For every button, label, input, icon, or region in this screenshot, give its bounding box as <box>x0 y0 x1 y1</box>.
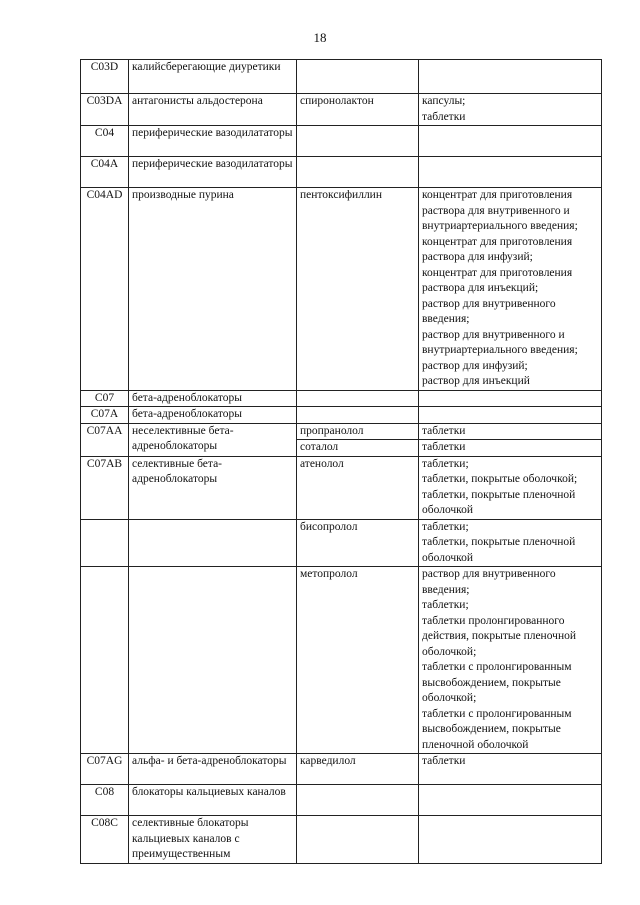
dosage-form <box>419 60 602 94</box>
atc-code: C04AD <box>81 188 129 391</box>
table-row <box>81 60 602 94</box>
atc-code: C08 <box>81 785 129 816</box>
table-row <box>81 407 602 424</box>
table-row <box>81 519 602 567</box>
table-row <box>81 456 602 519</box>
group-name: неселективные бета-адреноблокаторы <box>129 423 297 456</box>
dosage-form: таблетки <box>419 423 602 440</box>
table-row <box>81 567 602 754</box>
dosage-form: капсулы; таблетки <box>419 94 602 126</box>
page-number: 18 <box>313 30 327 45</box>
group-name: антагонисты альдостерона <box>129 94 297 126</box>
atc-code: C07AG <box>81 754 129 785</box>
atc-code <box>81 567 129 754</box>
atc-code: C07AB <box>81 456 129 519</box>
atc-code: C03D <box>81 60 129 94</box>
group-name: периферические вазодилататоры <box>129 157 297 188</box>
dosage-form: таблетки; таблетки, покрытые пленочной оболочкой <box>419 519 602 567</box>
drug-name: бисопролол <box>297 519 419 567</box>
dosage-form: концентрат для приготовления раствора для внутривенного и внутриартериального введения; концентрат для приготовления раствора для инфузий; концентрат для приготовления раствора для инъекций; раствор для внутривенного введения; раствор для внутривенного и внутриартериального введения; раствор для инфузий; раствор для инъекций <box>419 188 602 391</box>
table-row <box>81 157 602 188</box>
group-name: бета-адреноблокаторы <box>129 407 297 424</box>
group-name: селективные блокаторы кальциевых каналов с преимущественным <box>129 816 297 864</box>
atc-code: C07AA <box>81 423 129 456</box>
atc-code: C07A <box>81 407 129 424</box>
table-row <box>81 94 602 126</box>
atc-code: C04 <box>81 126 129 157</box>
table-row <box>81 126 602 157</box>
drug-name <box>297 816 419 864</box>
group-name: бета-адреноблокаторы <box>129 390 297 407</box>
dosage-form <box>419 785 602 816</box>
table-row <box>81 390 602 407</box>
drug-name <box>297 126 419 157</box>
atc-code <box>81 519 129 567</box>
group-name: селективные бета-адреноблокаторы <box>129 456 297 519</box>
dosage-form <box>419 126 602 157</box>
group-name: блокаторы кальциевых каналов <box>129 785 297 816</box>
group-name: альфа- и бета-адреноблокаторы <box>129 754 297 785</box>
dosage-form <box>419 390 602 407</box>
atc-code: C03DA <box>81 94 129 126</box>
table-row <box>81 188 602 391</box>
drug-name <box>297 785 419 816</box>
drug-classification-table <box>80 59 602 864</box>
table-row <box>81 423 602 440</box>
group-name <box>129 567 297 754</box>
drug-name: пентоксифиллин <box>297 188 419 391</box>
dosage-form: таблетки <box>419 440 602 457</box>
group-name <box>129 519 297 567</box>
drug-name: соталол <box>297 440 419 457</box>
atc-code: C07 <box>81 390 129 407</box>
drug-name: атенолол <box>297 456 419 519</box>
dosage-form: таблетки <box>419 754 602 785</box>
table-row <box>81 754 602 785</box>
dosage-form <box>419 407 602 424</box>
dosage-form <box>419 816 602 864</box>
atc-code: C04A <box>81 157 129 188</box>
drug-name: карведилол <box>297 754 419 785</box>
dosage-form: раствор для внутривенного введения; таблетки; таблетки пролонгированного действия, покрытые пленочной оболочкой; таблетки с пролонгированным высвобождением, покрытые оболочкой; таблетки с пролонгированным высвобождением, покрытые пленочной оболочкой <box>419 567 602 754</box>
dosage-form <box>419 157 602 188</box>
drug-name <box>297 157 419 188</box>
group-name: калийсберегающие диуретики <box>129 60 297 94</box>
table-row <box>81 816 602 864</box>
drug-name: метопролол <box>297 567 419 754</box>
table-row <box>81 785 602 816</box>
drug-name <box>297 390 419 407</box>
group-name: производные пурина <box>129 188 297 391</box>
atc-code: C08C <box>81 816 129 864</box>
dosage-form: таблетки; таблетки, покрытые оболочкой; таблетки, покрытые пленочной оболочкой <box>419 456 602 519</box>
drug-name <box>297 407 419 424</box>
group-name: периферические вазодилататоры <box>129 126 297 157</box>
drug-name <box>297 60 419 94</box>
drug-name: пропранолол <box>297 423 419 440</box>
drug-name: спиронолактон <box>297 94 419 126</box>
